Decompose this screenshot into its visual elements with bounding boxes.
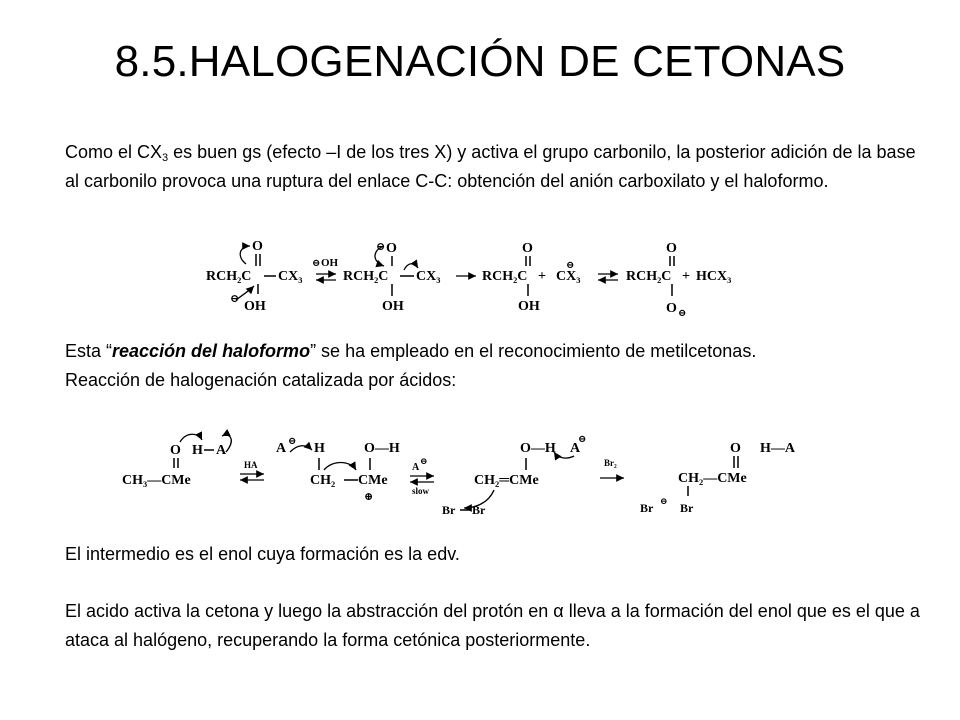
emphasis-text: reacción del haloformo [112, 341, 311, 361]
species-cx3: CX₃ [556, 269, 581, 284]
oxygen-atom: O [386, 241, 397, 256]
base-a: A [276, 441, 287, 456]
oxygen-atom: O [170, 443, 181, 458]
haloform-mechanism-scheme [200, 236, 760, 322]
ketone: CH₃—CMe [122, 473, 191, 488]
enol: CH₂═CMe [474, 473, 539, 488]
base-a: A [570, 441, 581, 456]
base-a: A [412, 462, 420, 473]
base-a: A [216, 443, 227, 458]
curved-arrow [240, 246, 250, 264]
bromine-atom: Br [472, 503, 486, 517]
reagent-br2: Br₂ [604, 458, 617, 468]
plus-sign: + [682, 269, 690, 284]
subscript: 3 [162, 152, 169, 164]
charge-minus: ⊖ [678, 308, 687, 319]
bromine-atom: Br [442, 503, 456, 517]
species-rch2c: RCH₂C [626, 269, 672, 284]
charge-minus: ⊖ [566, 260, 575, 271]
charge-minus: ⊖ [420, 456, 428, 466]
text-segment: Esta “ [65, 341, 113, 361]
ch2-group: CH₂ [310, 473, 336, 488]
hydroxyl-oh: O—H [364, 441, 400, 456]
charge-minus: ⊖ [660, 496, 668, 506]
species-cx3: CX₃ [278, 269, 303, 284]
hydrogen-atom: H [314, 441, 325, 456]
oxygen-atom: O [666, 241, 677, 256]
text-segment: es buen gs (efecto –I de los tres X) y activa el grupo carbonilo, la posterior adición de la base al carbonilo provoca una ruptura del enlace C-C: obtención del anión carboxilato y el haloformo. [65, 142, 916, 191]
paragraph-acid-activation: El acido activa la cetona y luego la abstracción del protón en α lleva a la formación del enol que es el que a ataca al halógeno, recuperando la forma cetónica posteriormente. [65, 601, 920, 650]
oxygen-atom: O [730, 441, 741, 456]
charge-minus: ⊖ [578, 434, 587, 445]
charge-minus: ⊖ [376, 241, 386, 253]
acid-ha: H—A [760, 441, 795, 456]
curved-arrow [180, 434, 202, 442]
hydroxide: OH [244, 299, 266, 314]
reagent-ha: HA [244, 460, 258, 470]
hydroxyl: OH [518, 299, 540, 314]
paragraph-haloform-use [65, 337, 925, 395]
slide-title: 8.5.HALOGENACIÓN DE CETONAS [114, 37, 846, 86]
species-haloform: HCX₃ [696, 269, 732, 284]
cme-group: CMe [358, 473, 388, 488]
curved-arrow [324, 463, 356, 471]
product: CH₂—CMe [678, 471, 747, 486]
bromide-ion: Br [640, 501, 654, 515]
paragraph-haloform-intro [65, 138, 925, 196]
species-cx3: CX₃ [416, 269, 441, 284]
hydrogen-atom: H [192, 443, 203, 458]
charge-minus: ⊖ [230, 293, 240, 305]
plus-sign: + [538, 269, 546, 284]
text-segment: Como el CX [65, 142, 163, 162]
charge-minus: ⊖ [312, 258, 321, 269]
oxygen-atom: O [252, 239, 263, 254]
text-line: Reacción de halogenación catalizada por ácidos: [65, 370, 457, 390]
slow-label: slow [412, 486, 430, 496]
reagent-hydroxide: OH [321, 257, 339, 269]
text-segment: ” se ha empleado en el reconocimiento de metilcetonas. [310, 341, 757, 361]
species-rch2c: RCH₂C [482, 269, 528, 284]
species-rch2c: RCH₂C [206, 269, 252, 284]
hydroxyl-oh: O—H [520, 441, 556, 456]
oxygen-atom: O [666, 301, 677, 316]
charge-plus: ⊕ [364, 491, 374, 503]
charge-minus: ⊖ [288, 436, 297, 447]
bromine-atom: Br [680, 501, 694, 515]
oxygen-atom: O [522, 241, 533, 256]
hydroxyl: OH [382, 299, 404, 314]
species-rch2c: RCH₂C [343, 269, 389, 284]
acid-halogenation-scheme [118, 430, 818, 522]
paragraph-enol-intermediate: El intermedio es el enol cuya formación es la edv. [65, 544, 460, 564]
